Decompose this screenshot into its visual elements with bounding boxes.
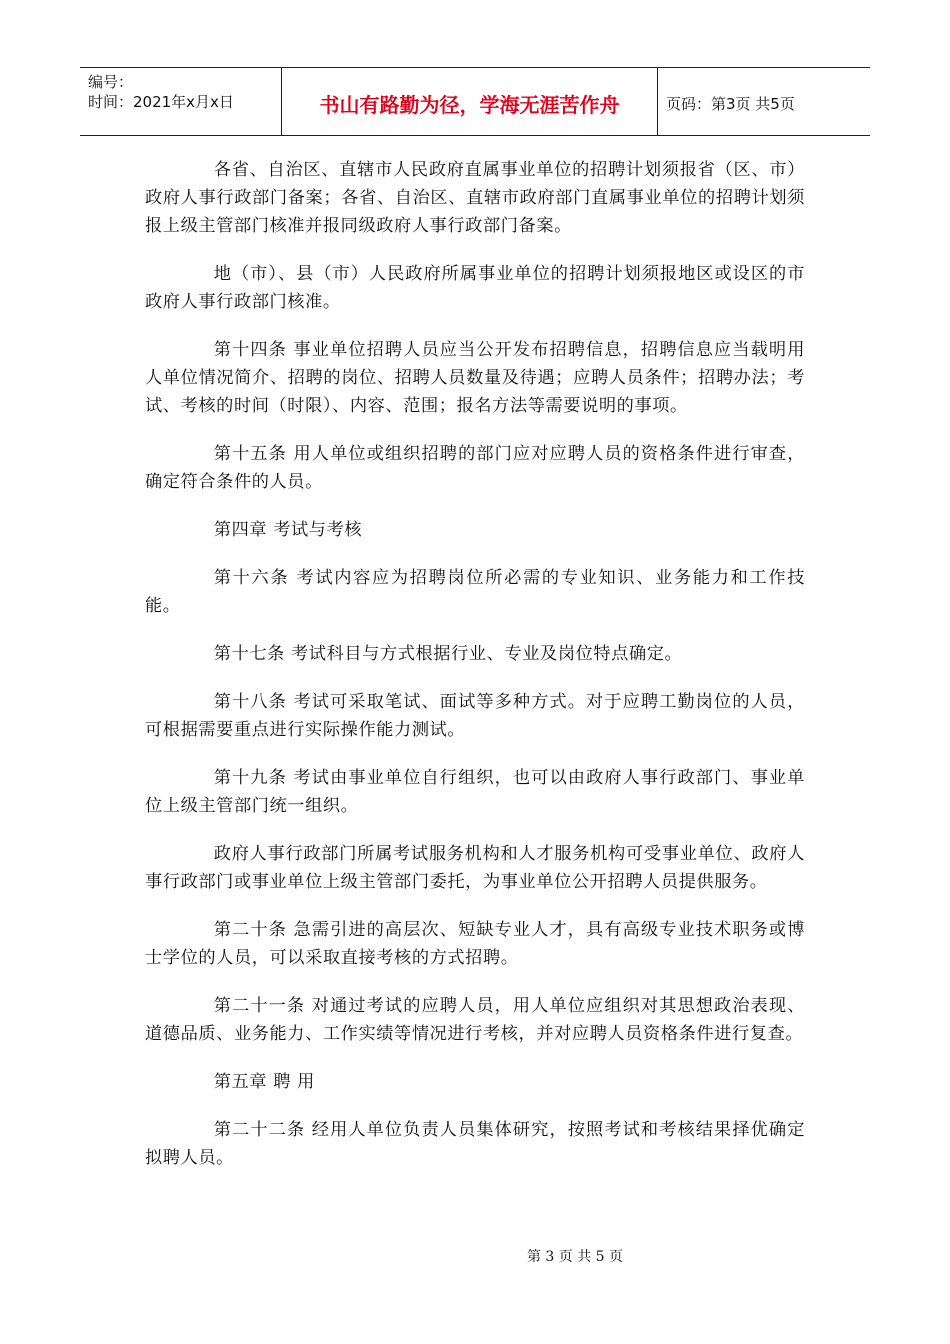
header-motto: 书山有路勤为径，学海无涯苦作舟 xyxy=(282,68,658,135)
paragraph-article-20: 第二十条 急需引进的高层次、短缺专业人才，具有高级专业技术职务或博士学位的人员，可以采取直接考核的方式招聘。 xyxy=(145,920,805,968)
document-time-label: 时间：2021年x月x日 xyxy=(88,93,234,111)
header-meta xyxy=(80,68,282,135)
document-number-label: 编号： xyxy=(88,73,134,91)
document-body xyxy=(145,156,805,1192)
header-page-info: 页码：第3页 共5页 xyxy=(666,95,795,113)
chapter-heading-4: 第四章 考试与考核 xyxy=(213,520,363,540)
paragraph: 各省、自治区、直辖市人民政府直属事业单位的招聘计划须报省（区、市）政府人事行政部门备案；各省、自治区、直辖市政府部门直属事业单位的招聘计划须报上级主管部门核准并报同级政府人事行政部门备案。 xyxy=(145,160,805,236)
paragraph-article-14: 第十四条 事业单位招聘人员应当公开发布招聘信息，招聘信息应当载明用人单位情况简介、招聘的岗位、招聘人员数量及待遇；应聘人员条件；招聘办法；考试、考核的时间（时限）、内容、范围；报名方法等需要说明的事项。 xyxy=(145,340,805,416)
paragraph-article-18: 第十八条 考试可采取笔试、面试等多种方式。对于应聘工勤岗位的人员，可根据需要重点进行实际操作能力测试。 xyxy=(145,692,805,740)
paragraph: 政府人事行政部门所属考试服务机构和人才服务机构可受事业单位、政府人事行政部门或事业单位上级主管部门委托，为事业单位公开招聘人员提供服务。 xyxy=(145,844,805,892)
paragraph-article-15: 第十五条 用人单位或组织招聘的部门应对应聘人员的资格条件进行审查，确定符合条件的人员。 xyxy=(145,444,805,492)
paragraph-article-21: 第二十一条 对通过考试的应聘人员，用人单位应组织对其思想政治表现、道德品质、业务能力、工作实绩等情况进行考核，并对应聘人员资格条件进行复查。 xyxy=(145,996,805,1044)
paragraph-article-16: 第十六条 考试内容应为招聘岗位所必需的专业知识、业务能力和工作技能。 xyxy=(145,568,805,616)
page-footer: 第 3 页 共 5 页 xyxy=(526,1249,624,1265)
chapter-heading-5: 第五章 聘 用 xyxy=(213,1072,315,1092)
paragraph-article-19: 第十九条 考试由事业单位自行组织，也可以由政府人事行政部门、事业单位上级主管部门统一组织。 xyxy=(145,768,805,816)
paragraph: 地（市）、县（市）人民政府所属事业单位的招聘计划须报地区或设区的市政府人事行政部门核准。 xyxy=(145,264,805,312)
paragraph-article-22: 第二十二条 经用人单位负责人员集体研究，按照考试和考核结果择优确定拟聘人员。 xyxy=(145,1120,805,1168)
page-header xyxy=(80,67,870,136)
paragraph-article-17: 第十七条 考试科目与方式根据行业、专业及岗位特点确定。 xyxy=(213,644,683,664)
